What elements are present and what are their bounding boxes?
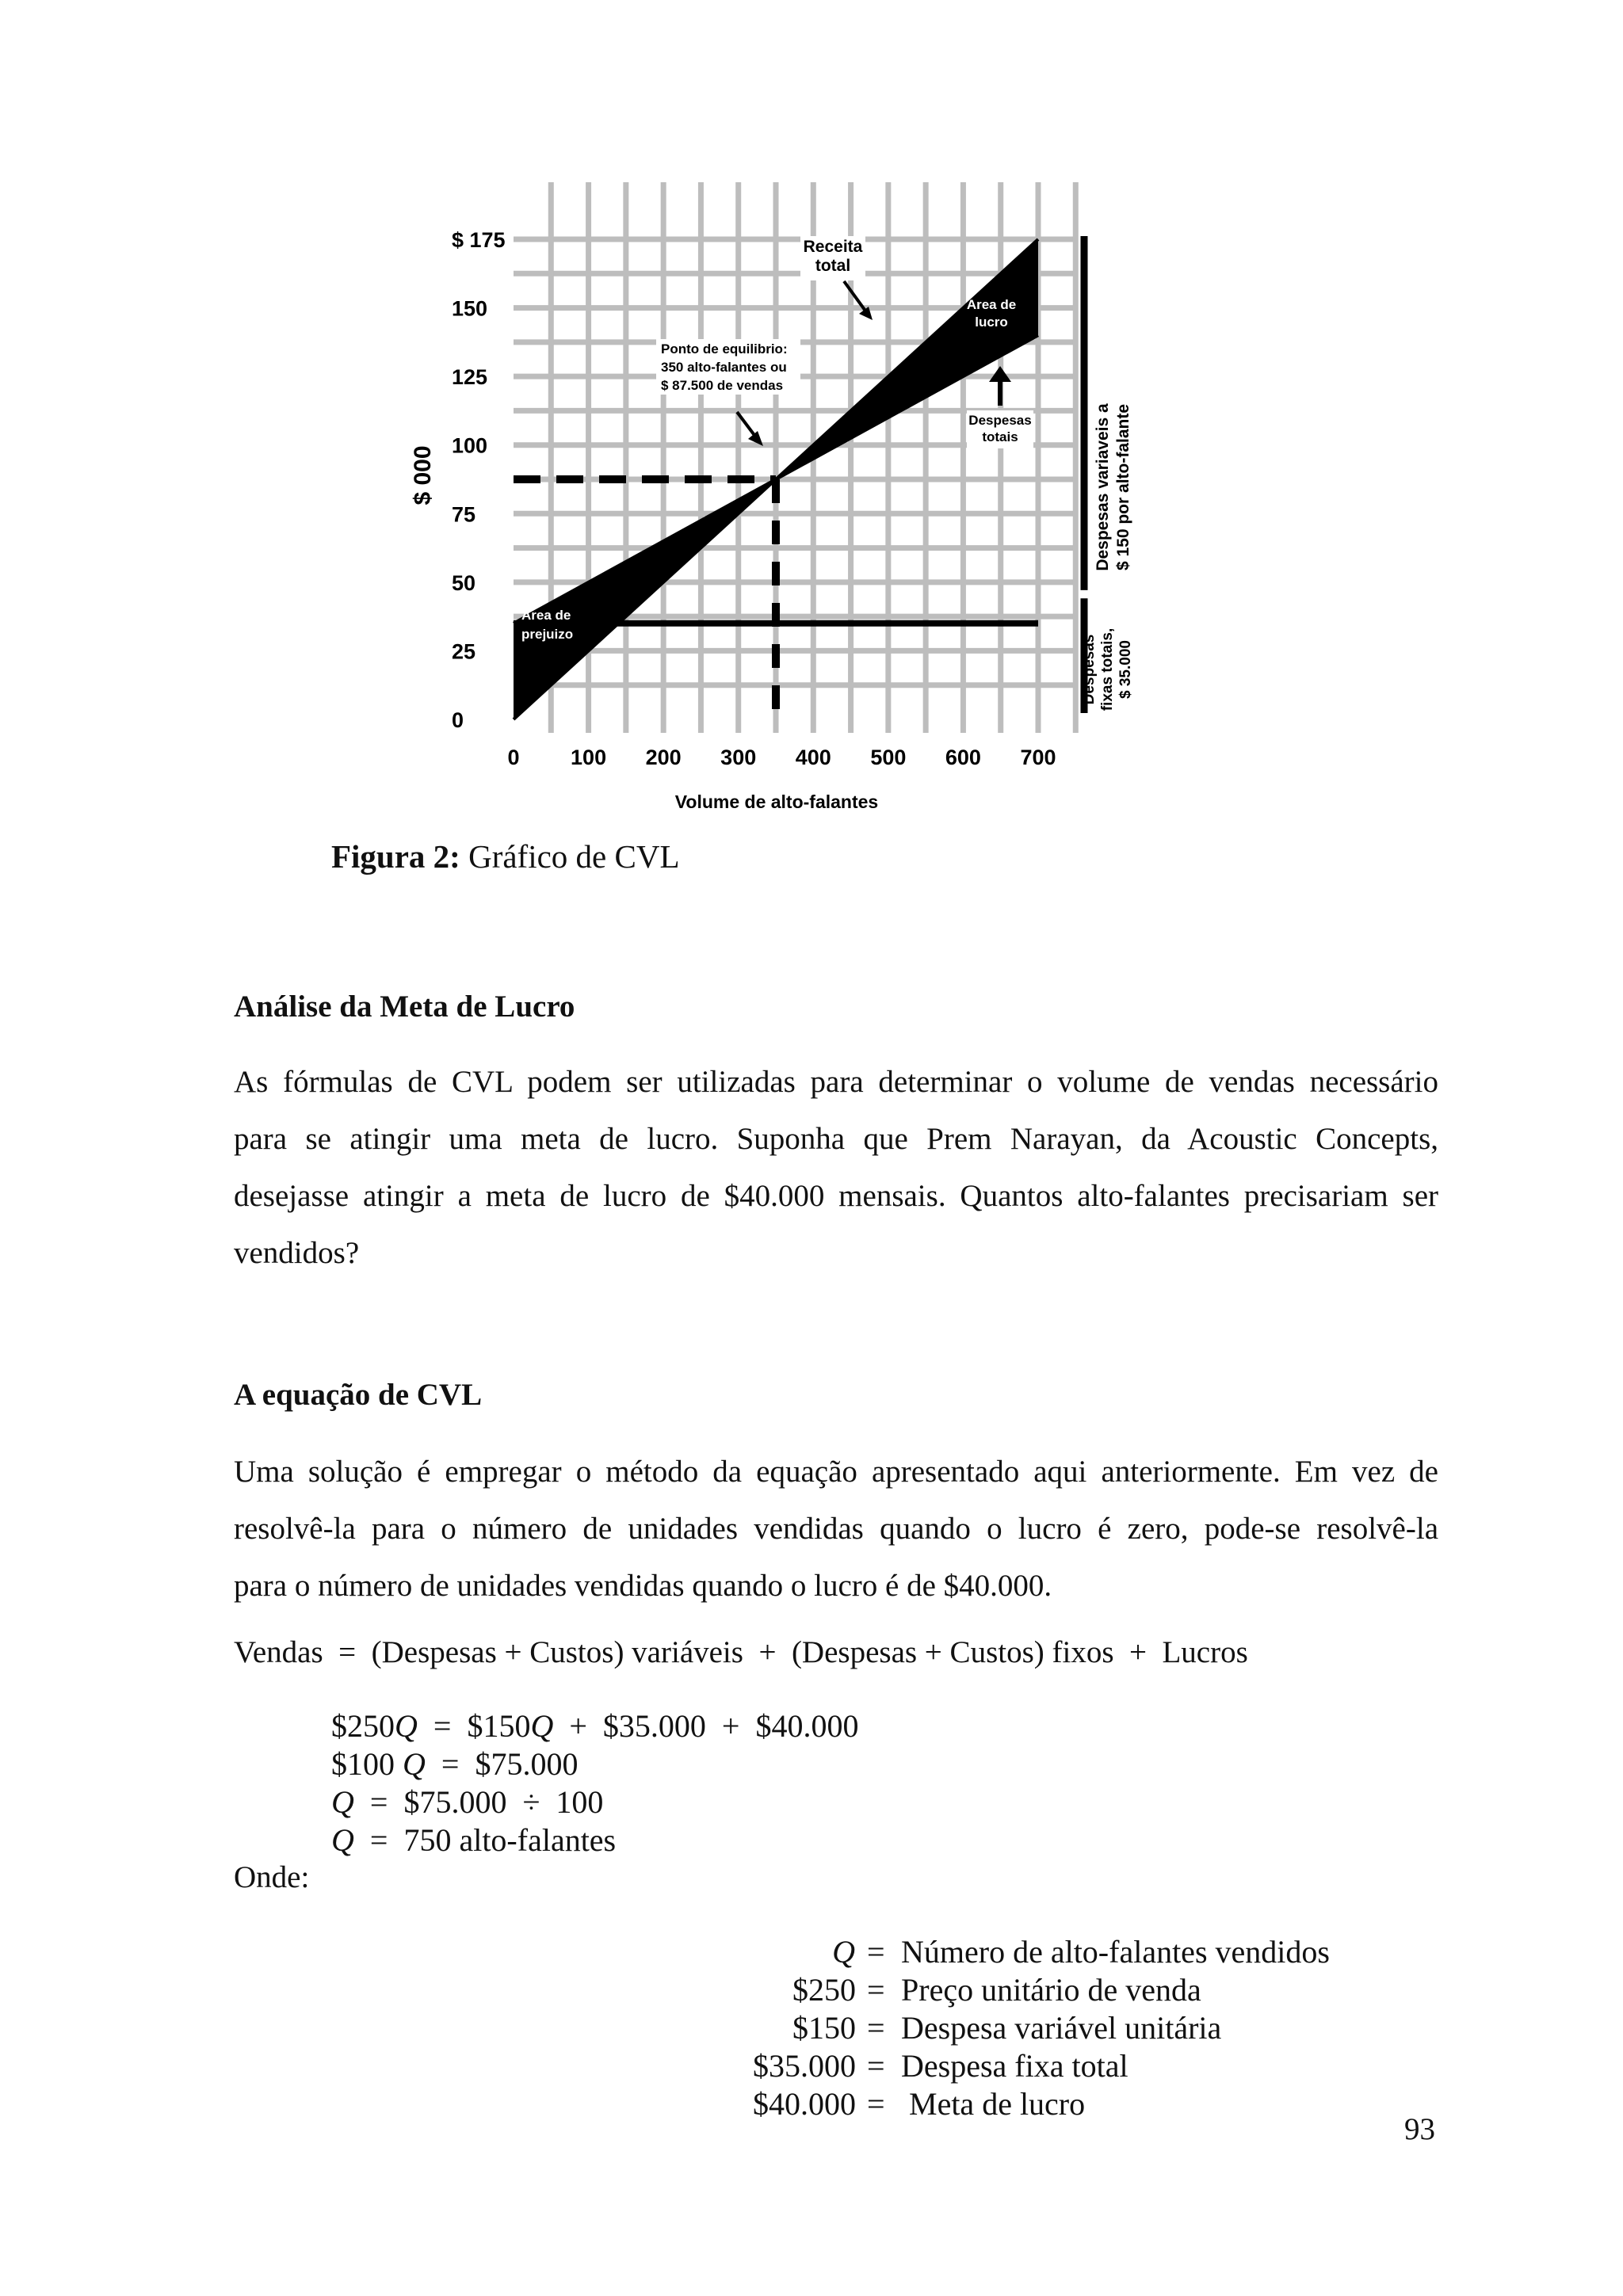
annotation-receita-total: Receita total [803, 238, 863, 275]
eq-term: = $150 [417, 1708, 531, 1744]
eq-term: $100 [331, 1746, 403, 1782]
paragraph-line: para o número de unidades vendidas quando o lucro é de $40.000. [234, 1569, 1052, 1603]
annotation-despesas-totais: Despesas totais [968, 413, 1032, 444]
x-tick-label: 300 [720, 746, 757, 769]
definition-row [349, 2085, 1086, 2123]
eq-term: = $75.000 ÷ 100 [353, 1784, 604, 1820]
eq-var-q: Q [331, 1822, 354, 1858]
definition-value: Preço unitário de venda [901, 1972, 1201, 2008]
y-tick-label: 100 [452, 433, 488, 458]
x-tick-label: 200 [645, 746, 682, 769]
eq-var-q: Q [530, 1708, 554, 1744]
section-heading-equacao: A equação de CVL [234, 1378, 483, 1412]
definition-row [349, 2009, 1222, 2047]
caption-label: Figura 2: [331, 838, 460, 875]
y-tick-label: 25 [452, 639, 476, 664]
definition-key: $150 [792, 2010, 856, 2046]
caption-text: Gráfico de CVL [460, 838, 680, 875]
definition-value: Meta de lucro [901, 2086, 1086, 2122]
paragraph-line: resolvê-la para o número de unidades vendidas quando o lucro é zero, pode-se resolvê-la [234, 1512, 1438, 1546]
section-heading-meta-lucro: Análise da Meta de Lucro [234, 990, 575, 1024]
paragraph-equacao [234, 1444, 1438, 1615]
x-tick-label: 500 [870, 746, 907, 769]
eq-var-q: Q [403, 1746, 426, 1782]
formula-line: Vendas = (Despesas + Custos) variáveis + (Despesas + Custos) fixos + Lucros [234, 1635, 1248, 1669]
eq-var-q: Q [395, 1708, 418, 1744]
eq-term: = 750 alto-falantes [353, 1822, 617, 1858]
x-tick-label: 600 [945, 746, 981, 769]
y-tick-label: 0 [452, 708, 464, 732]
figure-caption [331, 837, 680, 875]
definition-equals: = [867, 1934, 885, 1970]
paragraph-line: vendidos? [234, 1236, 360, 1270]
definition-equals: = [867, 1972, 885, 2008]
equation-step-1 [331, 1707, 858, 1745]
annotation-ponto-equilibrio: Ponto de equilibrio: 350 alto-falantes ou $ 87.500 de vendas [661, 341, 788, 393]
definition-row [349, 2047, 1128, 2085]
definition-key: $40.000 [753, 2086, 856, 2122]
annotation-area-lucro: Area de lucro [966, 297, 1017, 330]
page-number: 93 [1404, 2112, 1435, 2146]
cvl-chart-svg [395, 151, 1171, 832]
eq-term: $250 [331, 1708, 395, 1744]
paragraph-meta-lucro [234, 1054, 1438, 1282]
y-tick-label: $ 175 [452, 228, 506, 252]
equation-step-3 [331, 1783, 603, 1821]
definition-key: $35.000 [753, 2048, 856, 2084]
y-tick-label: 125 [452, 365, 488, 390]
paragraph-line: para se atingir uma meta de lucro. Suponha que Prem Narayan, da Acoustic Concepts, [234, 1122, 1438, 1156]
eq-term: = $75.000 [425, 1746, 579, 1782]
x-tick-label: 0 [507, 746, 520, 769]
y-axis-label: $ 000 [410, 445, 436, 505]
eq-var-q: Q [331, 1784, 354, 1820]
definition-equals: = [867, 2048, 885, 2084]
definition-value: Número de alto-falantes vendidos [901, 1934, 1330, 1970]
definition-value: Despesa fixa total [901, 2048, 1128, 2084]
onde-label: Onde: [234, 1860, 310, 1894]
y-tick-label: 150 [452, 296, 488, 321]
y-tick-label: 50 [452, 570, 476, 595]
equation-step-4 [331, 1821, 616, 1859]
annotation-area-prejuizo: Area de prejuizo [521, 608, 574, 642]
definition-key: Q [832, 1934, 855, 1970]
definition-equals: = [867, 2086, 885, 2122]
paragraph-line: desejasse atingir a meta de lucro de $40.000 mensais. Quantos alto-falantes precisariam ser [234, 1179, 1438, 1213]
eq-term: + $35.000 + $40.000 [553, 1708, 859, 1744]
annotation-despesas-fixas: Despesas fixas totais, $ 35.000 [1081, 627, 1134, 711]
definition-row [349, 1933, 1330, 1971]
x-axis-label: Volume de alto-falantes [674, 791, 879, 812]
cvl-chart [395, 151, 1171, 832]
definition-row [349, 1971, 1201, 2009]
x-tick-label: 400 [795, 746, 831, 769]
definition-key: $250 [792, 1972, 856, 2008]
x-tick-label: 700 [1020, 746, 1056, 769]
paragraph-line: As fórmulas de CVL podem ser utilizadas para determinar o volume de vendas necessário [234, 1065, 1438, 1099]
x-tick-label: 100 [571, 746, 607, 769]
definition-equals: = [867, 2010, 885, 2046]
annotation-despesas-variaveis: Despesas variaveis a $ 150 por alto-falante [1094, 403, 1132, 571]
definition-value: Despesa variável unitária [901, 2010, 1222, 2046]
paragraph-line: Uma solução é empregar o método da equação apresentado aqui anteriormente. Em vez de [234, 1455, 1438, 1489]
y-tick-label: 75 [452, 502, 476, 527]
equation-step-2 [331, 1745, 578, 1783]
